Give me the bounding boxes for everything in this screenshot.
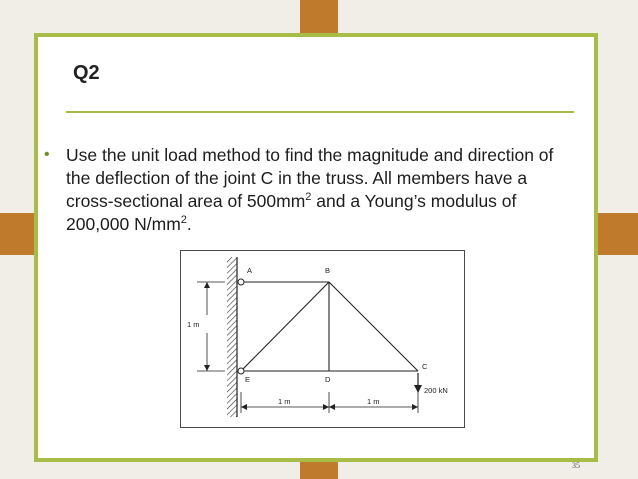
superscript-area-unit: 2 (305, 191, 312, 204)
dim-arrow-down-icon (204, 365, 210, 371)
label-joint-a: A (247, 266, 253, 275)
dim-label-right: 1 m (367, 397, 380, 406)
truss-figure (180, 250, 465, 428)
pin-e-icon (238, 368, 244, 374)
question-text-end: . (186, 214, 192, 234)
slide-title: Q2 (73, 62, 100, 84)
load-label: 200 kN (424, 386, 448, 395)
label-joint-d: D (325, 375, 331, 384)
label-joint-c: C (422, 362, 428, 371)
question-text-part2: and a Young’s modulus of 200,000 N/mm (66, 191, 517, 234)
load-arrow-icon (414, 385, 422, 393)
superscript-modulus-unit: 2 (180, 214, 187, 227)
dim-arrow-right-end-icon (412, 404, 418, 410)
member-eb (241, 282, 329, 371)
member-bc (329, 282, 418, 371)
question-text (66, 144, 576, 236)
dim-arrow-right-start-icon (329, 404, 335, 410)
pin-a-icon (238, 279, 244, 285)
dim-label-left: 1 m (278, 397, 291, 406)
dim-arrow-up-icon (204, 282, 210, 288)
label-joint-e: E (245, 375, 251, 384)
question-text-part1: Use the unit load method to find the magnitude and direction of the deflection of the joint C in the truss. All members have a cross-sectional area of 500mm (66, 145, 554, 211)
title-divider (66, 111, 574, 113)
dim-label-vertical: 1 m (187, 320, 200, 329)
bullet-icon: • (44, 146, 50, 163)
dim-arrow-left-end-icon (323, 404, 329, 410)
dim-arrow-left-start-icon (241, 404, 247, 410)
truss-diagram (181, 251, 464, 427)
decorative-tab-right (598, 213, 638, 255)
page-number: 35 (572, 461, 580, 470)
wall-support (227, 257, 237, 417)
label-joint-b: B (325, 266, 331, 275)
